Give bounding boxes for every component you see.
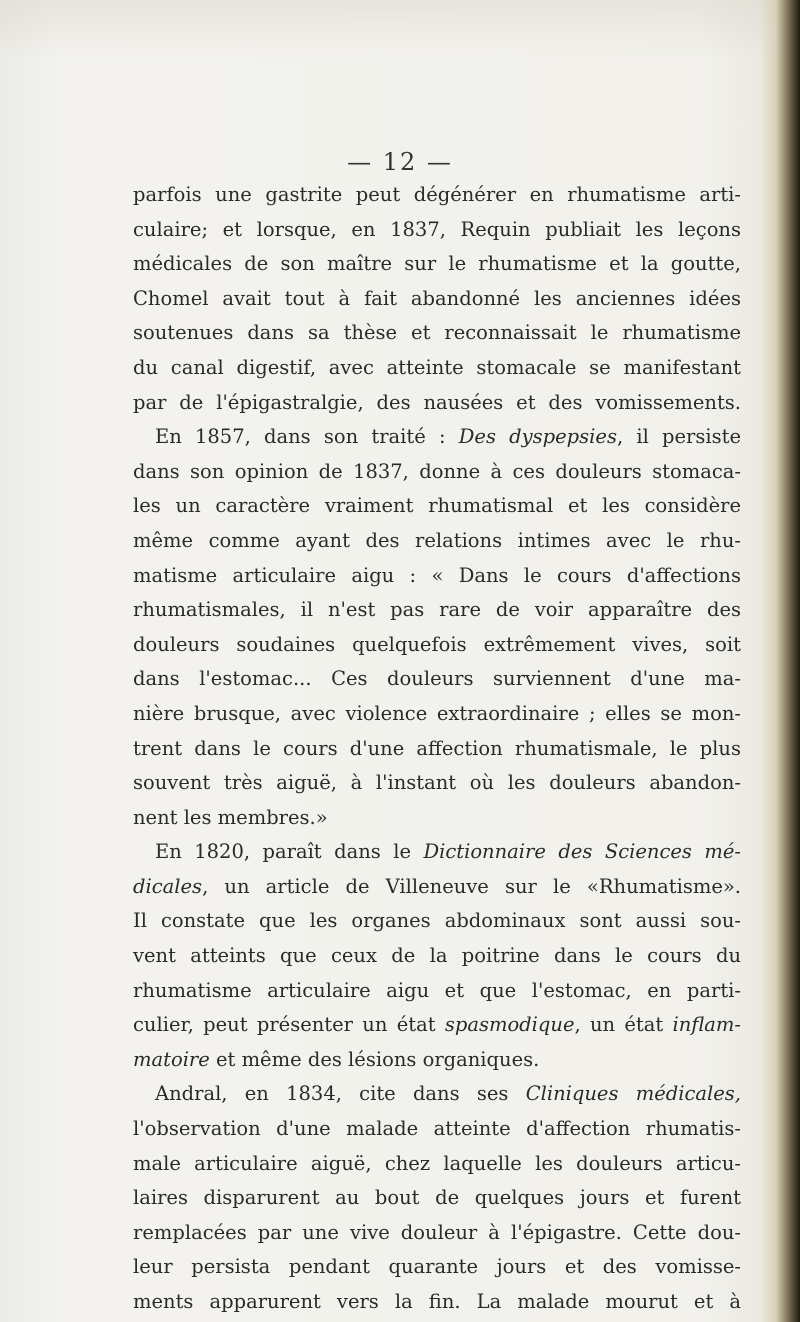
italic-text: Cliniques médicales,	[525, 1082, 741, 1106]
text-segment: l'observation d'une malade atteinte d'affection rhumatis-	[133, 1117, 741, 1141]
text-segment: culier, peut présenter un état	[133, 1013, 445, 1037]
text-line	[133, 1043, 741, 1078]
text-segment: trent dans le cours d'une affection rhumatismale, le plus	[133, 736, 741, 760]
text-segment: , un article de Villeneuve sur le «Rhumatisme».	[202, 874, 741, 898]
text-segment: male articulaire aiguë, chez laquelle les douleurs articu-	[133, 1151, 741, 1175]
italic-text: inflam-	[672, 1013, 741, 1037]
text-line	[133, 351, 741, 386]
text-line	[133, 939, 741, 974]
text-line	[133, 1285, 741, 1320]
italic-text: matoire	[133, 1047, 210, 1071]
text-line	[133, 835, 741, 870]
italic-text: Dictionnaire des Sciences mé-	[423, 840, 741, 864]
text-segment: parfois une gastrite peut dégénérer en rhumatisme arti-	[133, 183, 741, 206]
text-line	[133, 732, 741, 767]
text-segment: nent les membres.»	[133, 805, 328, 829]
text-segment: rhumatisme articulaire aigu et que l'estomac, en parti-	[133, 978, 741, 1002]
text-line	[133, 455, 741, 490]
text-line	[133, 1008, 741, 1043]
text-segment: et même des lésions organiques.	[209, 1047, 540, 1071]
text-line	[133, 662, 741, 697]
text-segment: En 1857, dans son traité :	[155, 425, 459, 449]
text-segment: ments apparurent vers la fin. La malade mourut et à	[133, 1290, 741, 1313]
text-segment: dans l'estomac... Ces douleurs surviennent d'une ma-	[133, 667, 741, 691]
text-line	[133, 282, 741, 317]
text-segment: du canal digestif, avec atteinte stomacale se manifestant	[133, 355, 741, 379]
text-line	[133, 1077, 741, 1112]
text-line	[133, 766, 741, 801]
text-line	[133, 974, 741, 1009]
text-line	[133, 1250, 741, 1285]
text-segment: les un caractère vraiment rhumatismal et les considère	[133, 494, 741, 518]
text-line	[133, 178, 741, 213]
text-segment: matisme articulaire aigu : « Dans le cours d'affections	[133, 563, 741, 587]
text-segment: Il constate que les organes abdominaux sont aussi sou-	[133, 909, 741, 933]
text-segment: leur persista pendant quarante jours et des vomisse-	[133, 1255, 741, 1279]
text-segment: Andral, en 1834, cite dans ses	[155, 1082, 526, 1106]
text-line	[133, 904, 741, 939]
text-line	[133, 213, 741, 248]
text-segment: remplacées par une vive douleur à l'épigastre. Cette dou-	[133, 1220, 741, 1244]
text-segment: par de l'épigastralgie, des nausées et des vomissements.	[133, 390, 741, 414]
italic-text: Des dyspepsies	[458, 425, 617, 449]
text-segment: vent atteints que ceux de la poitrine dans le cours du	[133, 944, 741, 968]
text-line	[133, 1216, 741, 1251]
text-segment: , un état	[574, 1013, 673, 1037]
italic-text: spasmodique	[444, 1013, 575, 1037]
text-segment: culaire; et lorsque, en 1837, Requin publiait les leçons	[133, 217, 741, 241]
text-line	[133, 801, 741, 836]
text-segment: En 1820, paraît dans le	[155, 840, 424, 864]
text-segment: , il persiste	[616, 425, 741, 449]
text-segment: laires disparurent au bout de quelques jours et furent	[133, 1186, 741, 1210]
binding-edge-shadow	[760, 0, 800, 1322]
text-segment: douleurs soudaines quelquefois extrêmement vives, soit	[133, 632, 741, 656]
text-segment: même comme ayant des relations intimes avec le rhu-	[133, 528, 741, 552]
text-segment: rhumatismales, il n'est pas rare de voir apparaître des	[133, 598, 741, 622]
italic-text: dicales	[133, 874, 203, 898]
text-segment: dans son opinion de 1837, donne à ces douleurs stomaca-	[133, 459, 741, 483]
text-line	[133, 420, 741, 455]
text-line	[133, 247, 741, 282]
text-line	[133, 1147, 741, 1182]
text-segment: souvent très aiguë, à l'instant où les douleurs abandon-	[133, 771, 741, 795]
page-number: — 12 —	[347, 148, 453, 176]
text-line	[133, 697, 741, 732]
text-line	[133, 1112, 741, 1147]
text-line	[133, 386, 741, 421]
text-segment: médicales de son maître sur le rhumatisme et la goutte,	[133, 252, 741, 276]
text-line	[133, 593, 741, 628]
text-line	[133, 1181, 741, 1216]
text-segment: nière brusque, avec violence extraordinaire ; elles se mon-	[133, 701, 741, 725]
text-line	[133, 559, 741, 594]
body-text	[133, 178, 741, 1320]
text-line	[133, 524, 741, 559]
top-shadow	[0, 0, 800, 60]
text-line	[133, 489, 741, 524]
text-line	[133, 316, 741, 351]
text-line	[133, 870, 741, 905]
text-segment: soutenues dans sa thèse et reconnaissait le rhumatisme	[133, 321, 741, 345]
text-line	[133, 628, 741, 663]
text-segment: Chomel avait tout à fait abandonné les anciennes idées	[133, 286, 741, 310]
